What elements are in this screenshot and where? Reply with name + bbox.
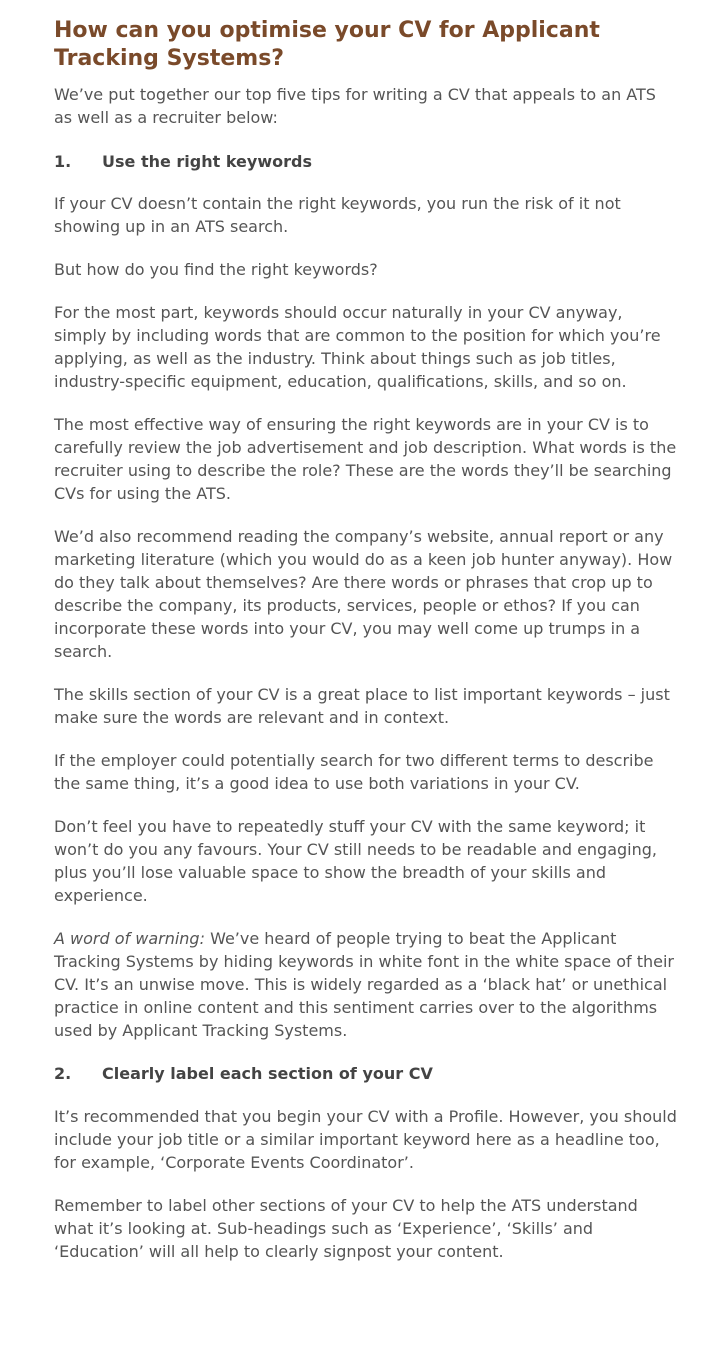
body-paragraph: Remember to label other sections of your CV to help the ATS understand what it’s looking at. Sub-headings such as ‘Experience’, ‘Skills’ and ‘Education’ will all help to clearly signpost your content.: [54, 1196, 638, 1261]
body-paragraph: We’d also recommend reading the company’s website, annual report or any marketing literature (which you would do as a keen job hunter anyway). How do they talk about themselves? Are there words or phrases that crop up to describe the company, its products, services, people or ethos? If you can incorporate these words into your CV, you may well come up trumps in a search.: [54, 527, 673, 661]
section-number: 1.: [54, 152, 72, 171]
section-heading-2: [54, 1062, 677, 1085]
warning-lead: A word of warning:: [54, 929, 205, 948]
body-paragraph: The most effective way of ensuring the right keywords are in your CV is to carefully review the job advertisement and job description. What words is the recruiter using to describe the role? These are the words they’ll be searching CVs for using the ATS.: [54, 415, 677, 503]
section-heading-text: Use the right keywords: [102, 152, 312, 171]
section-heading-1: [54, 150, 677, 173]
body-paragraph: But how do you find the right keywords?: [54, 260, 378, 279]
body-paragraph: For the most part, keywords should occur naturally in your CV anyway, simply by including words that are common to the position for which you’re applying, as well as the industry. Think about things such as job titles, industry-specific equipment, education, qualifications, skills, and so on.: [54, 303, 661, 391]
section-number: 2.: [54, 1064, 72, 1083]
warning-paragraph: [54, 927, 677, 1042]
warning-text: We’ve heard of people trying to beat the Applicant Tracking Systems by hiding keywords in white font in the white space of their CV. It’s an unwise move. This is widely regarded as a ‘black hat’ or unethical practice in online content and this sentiment carries over to the algorithms used by Applicant Tracking Systems.: [54, 929, 674, 1040]
body-paragraph: It’s recommended that you begin your CV with a Profile. However, you should include your job title or a similar important keyword here as a headline too, for example, ‘Corporate Events Coordinator’.: [54, 1107, 677, 1172]
body-paragraph: Don’t feel you have to repeatedly stuff your CV with the same keyword; it won’t do you any favours. Your CV still needs to be readable and engaging, plus you’ll lose valuable space to show the breadth of your skills and experience.: [54, 817, 657, 905]
body-paragraph: If the employer could potentially search for two different terms to describe the same thing, it’s a good idea to use both variations in your CV.: [54, 751, 654, 793]
body-paragraph: If your CV doesn’t contain the right keywords, you run the risk of it not showing up in an ATS search.: [54, 194, 621, 236]
body-paragraph: The skills section of your CV is a great place to list important keywords – just make sure the words are relevant and in context.: [54, 685, 670, 727]
intro-paragraph: We’ve put together our top five tips for writing a CV that appeals to an ATS as well as a recruiter below:: [54, 85, 656, 127]
section-heading-text: Clearly label each section of your CV: [102, 1064, 433, 1083]
article-title: How can you optimise your CV for Applicant Tracking Systems?: [54, 18, 600, 71]
